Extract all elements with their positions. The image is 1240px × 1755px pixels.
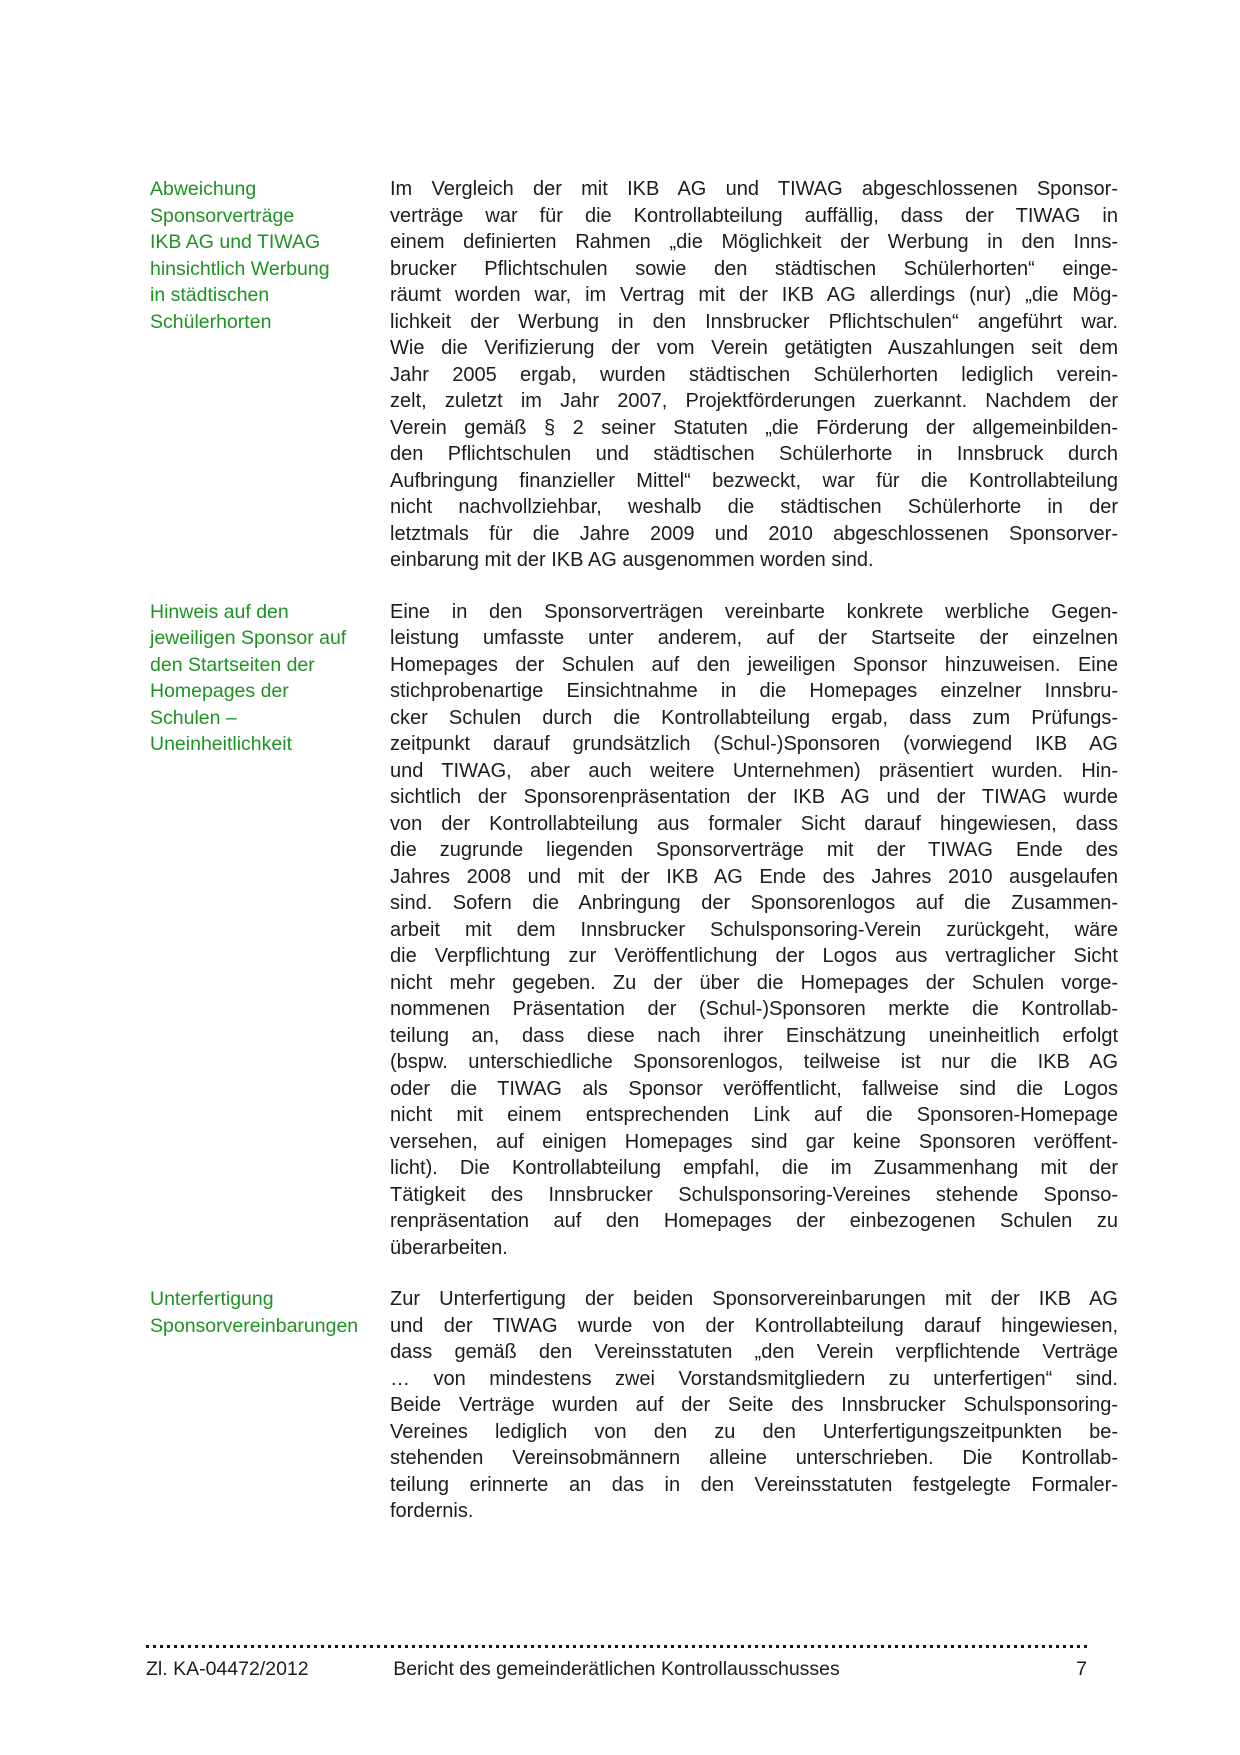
heading-line: Unterfertigung (150, 1288, 274, 1310)
paragraph-line: Verein gemäß § 2 seiner Statuten „die Förderung der allgemeinbilden- (390, 416, 1118, 439)
paragraph-line: verträge war für die Kontrollabteilung auffällig, dass der TIWAG in (390, 204, 1118, 227)
section-paragraph (390, 1286, 1118, 1525)
heading-line: Schülerhorten (150, 310, 272, 333)
page-footer (146, 1645, 1087, 1681)
paragraph-line: einbarung mit der IKB AG ausgenommen worden sind. (390, 549, 874, 571)
report-section (150, 599, 1118, 1262)
paragraph-line: Im Vergleich der mit IKB AG und TIWAG abgeschlossenen Sponsor- (390, 178, 1118, 200)
paragraph-line: sichtlich der Sponsorenpräsentation der IKB AG und der TIWAG wurde (390, 786, 1118, 808)
paragraph-line: zeitpunkt darauf grundsätzlich (Schul-)Sponsoren (vorwiegend IKB AG (390, 733, 1118, 755)
paragraph-line: sind. Sofern die Anbringung der Sponsorenlogos auf die Zusammen- (390, 892, 1118, 914)
paragraph-line: von der Kontrollabteilung aus formaler Sicht darauf hingewiesen, dass (390, 812, 1118, 835)
paragraph-line: einem definierten Rahmen „die Möglichkeit der Werbung in den Inns- (390, 231, 1118, 253)
footer-divider (146, 1645, 1087, 1648)
footer-page-number: 7 (1076, 1658, 1087, 1680)
paragraph-line: teilung erinnerte an das in den Vereinsstatuten festgelegte Formaler- (390, 1473, 1118, 1496)
report-section (150, 176, 1118, 574)
paragraph-line: brucker Pflichtschulen sowie den städtischen Schülerhorten“ einge- (390, 257, 1118, 280)
paragraph-line: versehen, auf einigen Homepages sind gar keine Sponsoren veröffent- (390, 1130, 1118, 1153)
heading-line: den Startseiten der (150, 653, 315, 676)
paragraph-line: Aufbringung finanzieller Mittel“ bezweckt, war für die Kontrollabteilung (390, 469, 1118, 492)
paragraph-line: stehenden Vereinsobmännern alleine unterschrieben. Die Kontrollab- (390, 1447, 1118, 1469)
heading-line: Uneinheitlichkeit (150, 733, 292, 755)
paragraph-line: Jahres 2008 und mit der IKB AG Ende des Jahres 2010 ausgelaufen (390, 865, 1118, 888)
heading-line: Hinweis auf den (150, 600, 289, 623)
paragraph-line: Tätigkeit des Innsbrucker Schulsponsoring-Vereines stehende Sponso- (390, 1183, 1118, 1206)
section-paragraph (390, 599, 1118, 1262)
paragraph-line: den Pflichtschulen und städtischen Schülerhorte in Innsbruck durch (390, 443, 1118, 465)
paragraph-line: cker Schulen durch die Kontrollabteilung ergab, dass zum Prüfungs- (390, 706, 1118, 729)
paragraph-line: … von mindestens zwei Vorstandsmitgliedern zu unterfertigen“ sind. (390, 1367, 1118, 1390)
paragraph-line: Eine in den Sponsorverträgen vereinbarte konkrete werbliche Gegen- (390, 600, 1118, 623)
paragraph-line: nicht mit einem entsprechenden Link auf die Sponsoren-Homepage (390, 1104, 1118, 1126)
report-section (150, 1286, 1118, 1525)
paragraph-line: (bspw. unterschiedliche Sponsorenlogos, teilweise ist nur die IKB AG (390, 1051, 1118, 1073)
heading-line: Abweichung (150, 178, 257, 200)
paragraph-line: teilung an, dass diese nach ihrer Einschätzung uneinheitlich erfolgt (390, 1024, 1118, 1047)
paragraph-line: und der TIWAG wurde von der Kontrollabteilung darauf hingewiesen, (390, 1314, 1118, 1337)
paragraph-line: Homepages der Schulen auf den jeweiligen Sponsor hinzuweisen. Eine (390, 653, 1118, 676)
heading-line: Homepages der (150, 680, 289, 702)
footer-report-title: Bericht des gemeinderätlichen Kontrollausschusses (393, 1658, 840, 1680)
paragraph-line: arbeit mit dem Innsbrucker Schulsponsoring-Verein zurückgeht, wäre (390, 918, 1118, 941)
report-body (150, 176, 1118, 1525)
paragraph-line: überarbeiten. (390, 1236, 508, 1259)
paragraph-line: leistung umfasste unter anderem, auf der Startseite der einzelnen (390, 627, 1118, 649)
footer-reference: Zl. KA-04472/2012 (146, 1658, 309, 1680)
heading-line: Schulen – (150, 706, 237, 729)
paragraph-line: Vereines lediglich von den zu den Unterfertigungszeitpunkten be- (390, 1420, 1118, 1443)
paragraph-line: nicht mehr gegeben. Zu der über die Homepages der Schulen vorge- (390, 971, 1118, 994)
section-paragraph (390, 176, 1118, 574)
heading-line: jeweiligen Sponsor auf (150, 627, 347, 649)
paragraph-line: die zugrunde liegenden Sponsorverträge mit der TIWAG Ende des (390, 839, 1118, 861)
footer-row (146, 1657, 1087, 1681)
paragraph-line: räumt worden war, im Vertrag mit der IKB AG allerdings (nur) „die Mög- (390, 284, 1118, 306)
paragraph-line: dass gemäß den Vereinsstatuten „den Verein verpflichtende Verträge (390, 1341, 1118, 1363)
paragraph-line: Jahr 2005 ergab, wurden städtischen Schülerhorten lediglich verein- (390, 363, 1118, 386)
paragraph-line: lichkeit der Werbung in den Innsbrucker Pflichtschulen“ angeführt war. (390, 310, 1118, 333)
heading-line: in städtischen (150, 284, 270, 306)
paragraph-line: Wie die Verifizierung der vom Verein getätigten Auszahlungen seit dem (390, 337, 1118, 359)
heading-line: IKB AG und TIWAG (150, 231, 321, 253)
paragraph-line: zelt, zuletzt im Jahr 2007, Projektförderungen zuerkannt. Nachdem der (390, 390, 1118, 412)
paragraph-line: stichprobenartige Einsichtnahme in die Homepages einzelner Innsbru- (390, 680, 1118, 702)
paragraph-line: letztmals für die Jahre 2009 und 2010 abgeschlossenen Sponsorver- (390, 522, 1118, 545)
section-heading (150, 1286, 390, 1339)
paragraph-line: die Verpflichtung zur Veröffentlichung der Logos aus vertraglicher Sicht (390, 945, 1118, 967)
paragraph-line: nommenen Präsentation der (Schul-)Sponsoren merkte die Kontrollab- (390, 998, 1118, 1020)
heading-line: Sponsorvereinbarungen (150, 1314, 359, 1337)
paragraph-line: licht). Die Kontrollabteilung empfahl, die im Zusammenhang mit der (390, 1157, 1118, 1179)
section-heading (150, 176, 390, 335)
paragraph-line: fordernis. (390, 1500, 474, 1522)
paragraph-line: nicht nachvollziehbar, weshalb die städtischen Schülerhorte in der (390, 496, 1118, 518)
paragraph-line: oder die TIWAG als Sponsor veröffentlicht, fallweise sind die Logos (390, 1077, 1118, 1100)
paragraph-line: renpräsentation auf den Homepages der einbezogenen Schulen zu (390, 1210, 1118, 1232)
paragraph-line: Beide Verträge wurden auf der Seite des Innsbrucker Schulsponsoring- (390, 1394, 1118, 1416)
heading-line: hinsichtlich Werbung (150, 257, 330, 280)
paragraph-line: Zur Unterfertigung der beiden Sponsorvereinbarungen mit der IKB AG (390, 1288, 1118, 1310)
paragraph-line: und TIWAG, aber auch weitere Unternehmen) präsentiert wurden. Hin- (390, 759, 1118, 782)
section-heading (150, 599, 390, 758)
heading-line: Sponsorverträge (150, 204, 295, 227)
